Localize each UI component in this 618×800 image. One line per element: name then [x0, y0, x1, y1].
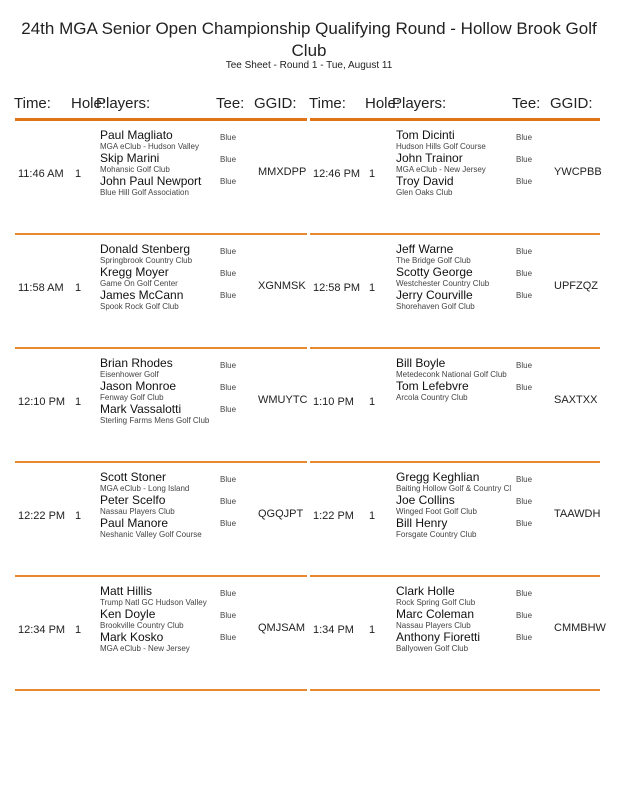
tee-list: [220, 247, 236, 313]
player-name: Scott Stoner: [100, 470, 167, 484]
player-club: Spook Rock Golf Club: [100, 302, 179, 311]
player-club: Ballyowen Golf Club: [396, 644, 469, 653]
player: [396, 585, 480, 608]
player-club: Eisenhower Golf: [100, 370, 159, 379]
table-header: [310, 92, 600, 116]
player-club: Brookville Country Club: [100, 621, 184, 630]
player-name: Peter Scelfo: [100, 493, 166, 507]
player-club: Fenway Golf Club: [100, 393, 164, 402]
player-name: Bill Boyle: [396, 356, 446, 370]
player-name: Jerry Courville: [396, 288, 473, 302]
page-subtitle: Tee Sheet - Round 1 - Tue, August 11: [225, 60, 393, 71]
header-tee: Tee:: [512, 95, 541, 112]
player-club: Rock Spring Golf Club: [396, 598, 476, 607]
player-name: Anthony Fioretti: [396, 630, 481, 644]
tee-list: [516, 361, 532, 405]
player-club: Baiting Hollow Golf & Country Cl: [396, 484, 512, 493]
player: [100, 380, 209, 403]
player: [396, 471, 511, 494]
player-tee: Blue: [220, 589, 237, 598]
player-club: Arcola Country Club: [396, 393, 468, 402]
player-tee: Blue: [220, 133, 237, 142]
player-tee: Blue: [516, 589, 533, 598]
player-tee: Blue: [220, 247, 237, 256]
tee-time: 11:58 AM: [18, 282, 64, 294]
player-club: Springbrook Country Club: [100, 256, 193, 265]
tee-time: 1:34 PM: [313, 624, 354, 636]
player: [100, 152, 201, 175]
ggid-code: XGNMSK: [258, 280, 306, 292]
player-club: The Bridge Golf Club: [396, 256, 471, 265]
player-tee: Blue: [220, 291, 237, 300]
players-list: [396, 243, 489, 312]
player-club: Hudson Hills Golf Course: [396, 142, 486, 151]
player-name: Kregg Moyer: [100, 265, 169, 279]
players-list: [396, 357, 507, 403]
player-tee: Blue: [220, 497, 237, 506]
player-name: Scotty George: [396, 265, 473, 279]
player-name: Brian Rhodes: [100, 356, 173, 370]
player-name: Joe Collins: [396, 493, 455, 507]
hole-number: 1: [75, 282, 82, 294]
tee-time: 12:22 PM: [18, 510, 66, 522]
table-row: [15, 463, 307, 577]
player-club: Blue Hill Golf Association: [100, 188, 189, 197]
player-name: Mark Vassalotti: [100, 402, 182, 416]
player: [100, 494, 202, 517]
player-club: Nassau Players Club: [100, 507, 175, 516]
table-row: [310, 235, 600, 349]
player-name: John Paul Newport: [100, 174, 202, 188]
left-tee-table: [15, 92, 307, 691]
table-row: [15, 349, 307, 463]
hole-number: 1: [369, 396, 376, 408]
player-tee: Blue: [220, 611, 237, 620]
ggid-code: UPFZQZ: [554, 280, 598, 292]
player-name: Clark Holle: [396, 584, 455, 598]
player: [100, 357, 209, 380]
hole-number: 1: [75, 168, 82, 180]
header-time: Time:: [14, 95, 51, 112]
player-name: Troy David: [396, 174, 454, 188]
header-players: Players:: [392, 95, 447, 112]
player: [100, 471, 202, 494]
table-row: [310, 121, 600, 235]
player-club: MGA eClub - Long Island: [100, 484, 190, 493]
tee-time: 1:22 PM: [313, 510, 354, 522]
table-row: [310, 349, 600, 463]
player: [396, 380, 507, 403]
tee-list: [220, 475, 236, 541]
player-club: Shorehaven Golf Club: [396, 302, 475, 311]
player-club: Neshanic Valley Golf Course: [100, 530, 202, 539]
tee-list: [516, 133, 532, 199]
player-tee: Blue: [220, 269, 237, 278]
player: [396, 129, 486, 152]
players-list: [396, 585, 480, 654]
player-tee: Blue: [516, 361, 533, 370]
ggid-code: QMJSAM: [258, 622, 306, 634]
player-club: Trump Natl GC Hudson Valley: [100, 598, 207, 607]
table-row: [310, 577, 606, 691]
hole-number: 1: [75, 624, 82, 636]
player-club: Mohansic Golf Club: [100, 165, 170, 174]
player: [396, 494, 511, 517]
player: [396, 357, 507, 380]
tee-time: 12:46 PM: [313, 168, 361, 180]
player: [100, 608, 207, 631]
tee-time: 12:10 PM: [18, 396, 66, 408]
table-row: [15, 577, 307, 691]
players-list: [100, 243, 192, 312]
player-tee: Blue: [220, 361, 237, 370]
player: [100, 175, 201, 198]
ggid-code: YWCPBB: [554, 166, 602, 178]
player-name: Paul Manore: [100, 516, 169, 530]
hole-number: 1: [369, 510, 376, 522]
player-club: Game On Golf Center: [100, 279, 178, 288]
player-club: MGA eClub - New Jersey: [396, 165, 486, 174]
player-club: MGA eClub - Hudson Valley: [100, 142, 200, 151]
tee-time: 1:10 PM: [313, 396, 354, 408]
player-tee: Blue: [516, 269, 533, 278]
tee-list: [220, 361, 236, 427]
player-name: John Trainor: [396, 151, 463, 165]
player-tee: Blue: [516, 291, 533, 300]
table-row: [15, 235, 307, 349]
player-club: Forsgate Country Club: [396, 530, 477, 539]
hole-number: 1: [369, 282, 376, 294]
player-name: Skip Marini: [100, 151, 160, 165]
players-list: [100, 471, 202, 540]
players-list: [100, 357, 209, 426]
player: [100, 289, 192, 312]
table-row: [310, 463, 600, 577]
header-ggid: GGID:: [550, 95, 593, 112]
player-name: Marc Coleman: [396, 607, 475, 621]
tee-time: 12:34 PM: [18, 624, 66, 636]
player-name: Jeff Warne: [396, 242, 454, 256]
player-tee: Blue: [516, 519, 533, 528]
player: [396, 266, 489, 289]
player-tee: Blue: [220, 475, 237, 484]
player-tee: Blue: [516, 497, 533, 506]
player-tee: Blue: [220, 633, 237, 642]
player: [100, 631, 207, 654]
player-tee: Blue: [220, 383, 237, 392]
table-row: [15, 121, 307, 235]
players-list: [100, 129, 201, 198]
player-tee: Blue: [516, 133, 533, 142]
header-hole: Hole:: [365, 95, 401, 112]
player: [100, 403, 209, 426]
player-club: Metedeconk National Golf Club: [396, 370, 507, 379]
player-name: Matt Hillis: [100, 584, 153, 598]
player-name: Donald Stenberg: [100, 242, 191, 256]
player-name: Tom Lefebvre: [396, 379, 469, 393]
player-tee: Blue: [516, 155, 533, 164]
header-hole: Hole:: [71, 95, 107, 112]
right-tee-table: [309, 92, 606, 691]
player-name: Paul Magliato: [100, 128, 173, 142]
player-tee: Blue: [516, 611, 533, 620]
page-title: 24th MGA Senior Open Championship Qualifying Round - Hollow Brook Golf Club: [21, 19, 597, 60]
player-club: Glen Oaks Club: [396, 188, 453, 197]
ggid-code: SAXTXX: [554, 394, 598, 406]
player-name: Ken Doyle: [100, 607, 156, 621]
players-list: [396, 471, 511, 540]
ggid-code: TAAWDH: [554, 508, 601, 520]
player-name: Mark Kosko: [100, 630, 164, 644]
ggid-code: CMMBHW: [554, 622, 606, 634]
header-time: Time:: [309, 95, 346, 112]
tee-list: [220, 589, 236, 655]
player: [396, 289, 489, 312]
ggid-code: QGQJPT: [258, 508, 304, 520]
player: [100, 243, 192, 266]
player: [396, 608, 480, 631]
tee-time: 11:46 AM: [18, 168, 64, 180]
player-tee: Blue: [516, 383, 533, 392]
table-header: [15, 92, 307, 116]
ggid-code: WMUYTC: [258, 394, 308, 406]
players-list: [100, 585, 207, 654]
player-tee: Blue: [220, 155, 237, 164]
hole-number: 1: [75, 510, 82, 522]
player: [396, 517, 511, 540]
player: [100, 517, 202, 540]
player-tee: Blue: [516, 633, 533, 642]
player: [100, 585, 207, 608]
hole-number: 1: [369, 168, 376, 180]
tee-list: [220, 133, 236, 199]
player-club: Winged Foot Golf Club: [396, 507, 477, 516]
tee-list: [516, 475, 532, 541]
player-name: Gregg Keghlian: [396, 470, 480, 484]
player-name: Bill Henry: [396, 516, 448, 530]
ggid-code: MMXDPP: [258, 166, 307, 178]
player: [396, 175, 486, 198]
tee-time: 12:58 PM: [313, 282, 361, 294]
player: [100, 266, 192, 289]
player-club: MGA eClub - New Jersey: [100, 644, 190, 653]
tee-list: [516, 589, 532, 655]
player-tee: Blue: [220, 405, 237, 414]
player-name: Tom Dicinti: [396, 128, 455, 142]
player-name: James McCann: [100, 288, 184, 302]
players-list: [396, 129, 486, 198]
player-club: Nassau Players Club: [396, 621, 471, 630]
player-name: Jason Monroe: [100, 379, 177, 393]
hole-number: 1: [75, 396, 82, 408]
hole-number: 1: [369, 624, 376, 636]
tee-list: [516, 247, 532, 313]
player-tee: Blue: [516, 177, 533, 186]
player-club: Sterling Farms Mens Golf Club: [100, 416, 210, 425]
header-tee: Tee:: [216, 95, 245, 112]
player-tee: Blue: [516, 247, 533, 256]
player-tee: Blue: [516, 475, 533, 484]
player: [100, 129, 201, 152]
player: [396, 152, 486, 175]
player-tee: Blue: [220, 177, 237, 186]
player-club: Westchester Country Club: [396, 279, 490, 288]
player: [396, 631, 480, 654]
header-players: Players:: [96, 95, 151, 112]
player-tee: Blue: [220, 519, 237, 528]
header-ggid: GGID:: [254, 95, 297, 112]
player: [396, 243, 489, 266]
